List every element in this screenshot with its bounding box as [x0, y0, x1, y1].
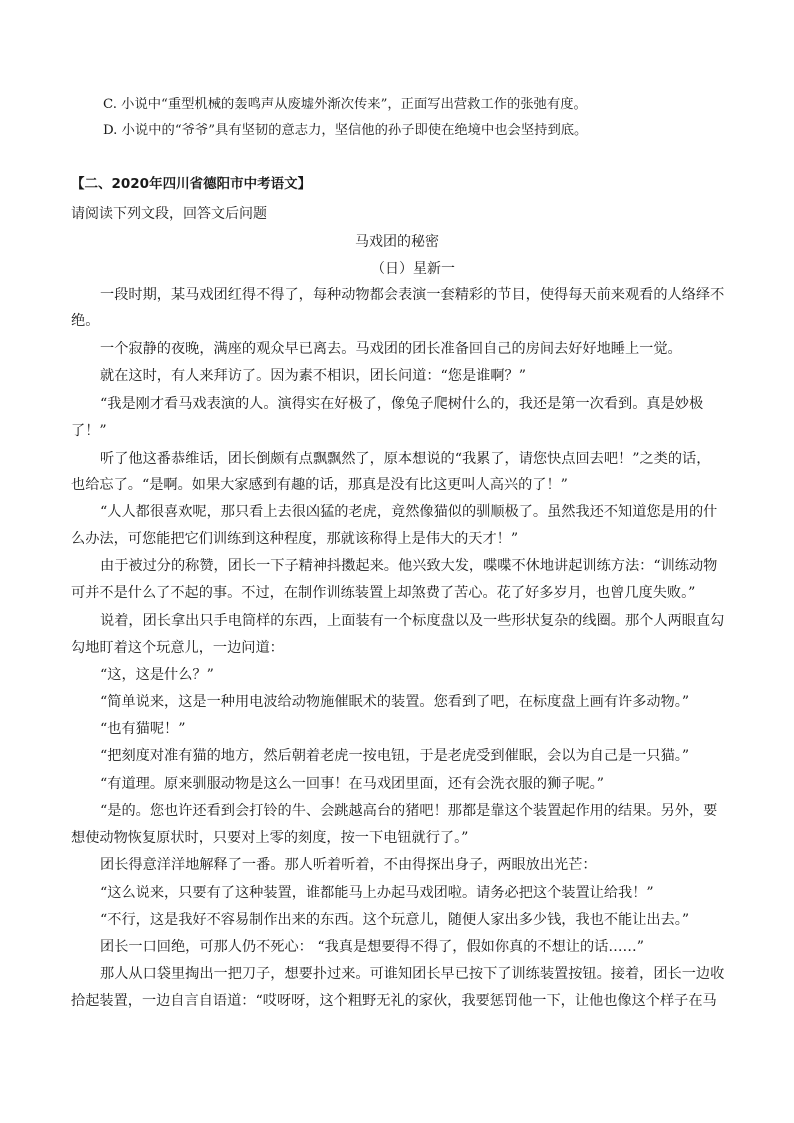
option-c: C. 小说中“重型机械的轰鸣声从废墟外渐次传来”，正面写出营救工作的张弛有度。 [103, 97, 587, 112]
paragraph-line: 团长一口回绝，可那人仍不死心： “我真是想要得不得了，假如你真的不想让的话……” [100, 939, 644, 955]
paragraph-line: 由于被过分的称赞，团长一下子精神抖擞起来。他兴致大发，喋喋不休地讲起训练方法：“训练动物 [100, 558, 718, 574]
paragraph-line: “这，这是什么？” [100, 667, 214, 683]
paragraph-line: 也给忘了。“是啊。如果大家感到有趣的话，那真是没有比这更叫人高兴的了！” [71, 477, 568, 493]
paragraph-line: “人人都很喜欢呢，那只看上去很凶猛的老虎，竟然像猫似的驯顺极了。虽然我还不知道您是用的什 [100, 504, 718, 520]
paragraph-line: “也有猫呢！” [100, 721, 186, 737]
story-author: （日）星新一 [371, 261, 455, 277]
paragraph-line: 可并不是什么了不起的事。不过，在制作训练装置上却煞费了苦心。花了好多岁月，也曾几度失败。” [71, 585, 696, 601]
paragraph-line: “有道理。原来驯服动物是这么一回事！在马戏团里面，还有会洗衣服的狮子呢。” [100, 776, 604, 792]
option-d: D. 小说中的“爷爷”具有坚韧的意志力，坚信他的孙子即使在绝境中也会坚持到底。 [103, 123, 588, 138]
paragraph-line: 听了他这番恭维话，团长倒颇有点飘飘然了，原本想说的“我累了，请您快点回去吧！”之类的话， [100, 451, 711, 467]
paragraph-line: 勾地盯着这个玩意儿，一边问道： [71, 640, 284, 656]
paragraph-line: 么办法，可您能把它们训练到这种程度，那就该称得上是伟大的天才！” [71, 531, 519, 547]
paragraph-line: 了！” [71, 423, 107, 439]
paragraph-line: 想使动物恢复原状时，只要对上零的刻度，按一下电钮就行了。” [71, 830, 469, 846]
paragraph-line: 那人从口袋里掏出一把刀子，想要扑过来。可谁知团长早已按下了训练装置按钮。接着，团长一边收 [100, 966, 725, 982]
paragraph-line: 团长得意洋洋地解释了一番。那人听着听着，不由得探出身子，两眼放出光芒： [100, 857, 597, 873]
paragraph-line: “简单说来，这是一种用电波给动物施催眠术的装置。您看到了吧，在标度盘上画有许多动物。” [100, 694, 690, 710]
instruction-text: 请阅读下列文段，回答文后问题 [71, 206, 267, 222]
paragraph-line: 就在这时，有人来拜访了。因为素不相识，团长问道：“您是谁啊？” [100, 368, 526, 384]
paragraph-line: 一段时期，某马戏团红得不得了，每种动物都会表演一套精彩的节目，使得每天前来观看的人络绎不 [100, 287, 725, 303]
paragraph-line: 拾起装置，一边自言自语道：“哎呀呀，这个粗野无礼的家伙，我要惩罚他一下，让他也像这个样子在马 [71, 993, 717, 1009]
paragraph-line: “把刻度对准有猫的地方，然后朝着老虎一按电钮，于是老虎受到催眠，会以为自己是一只猫。” [100, 748, 690, 764]
paragraph-line: “不行，这是我好不容易制作出来的东西。这个玩意儿，随便人家出多少钱，我也不能让出去。” [100, 912, 690, 928]
paragraph-line: “这么说来，只要有了这种装置，谁都能马上办起马戏团啦。请务必把这个装置让给我！” [100, 885, 654, 901]
section-heading: 【二、2020年四川省德阳市中考语文】 [71, 176, 312, 192]
paragraph-line: 一个寂静的夜晚，满座的观众早已离去。马戏团的团长准备回自己的房间去好好地睡上一觉。 [100, 341, 682, 357]
paragraph-line: 说着，团长拿出只手电筒样的东西，上面装有一个标度盘以及一些形状复杂的线圈。那个人两眼直勾 [100, 613, 725, 629]
story-title: 马戏团的秘密 [355, 234, 439, 250]
paragraph-line: “我是刚才看马戏表演的人。演得实在好极了，像兔子爬树什么的，我还是第一次看到。真是妙极 [100, 396, 704, 412]
paragraph-line: “是的。您也许还看到会打铃的牛、会跳越高台的猪吧！那都是靠这个装置起作用的结果。另外，要 [100, 803, 718, 819]
paragraph-line: 绝。 [71, 313, 100, 329]
